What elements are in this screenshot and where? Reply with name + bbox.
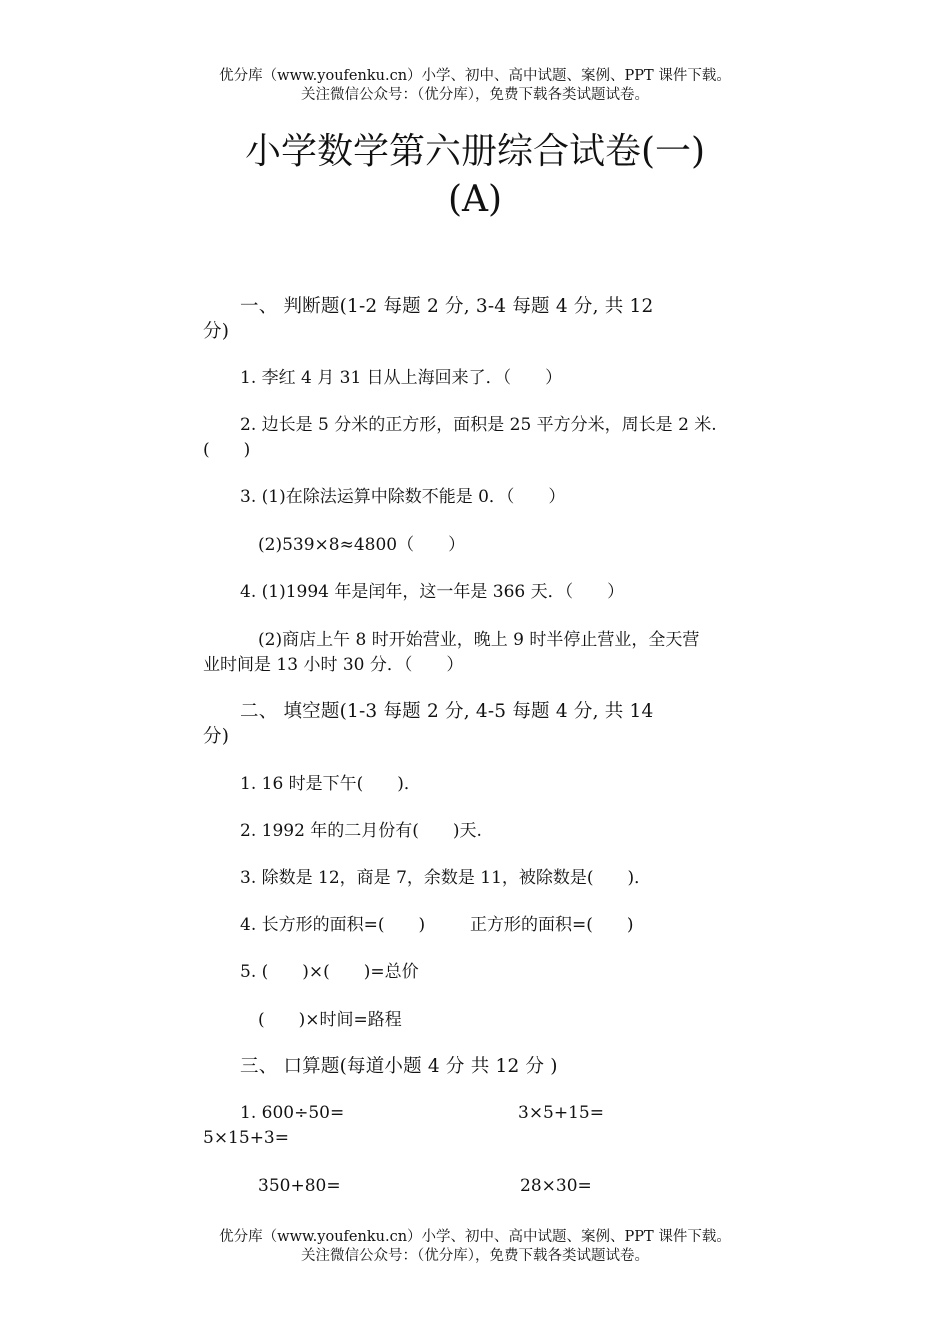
s3-row-1-col-3: 5×15+3= bbox=[203, 1128, 289, 1148]
s1-question-3-1: 3. (1)在除法运算中除数不能是 0．（ ） bbox=[240, 487, 566, 507]
s3-row-2-col-2: 28×30= bbox=[520, 1176, 592, 1196]
s1-question-2-cont: ( ) bbox=[203, 440, 251, 460]
section-3-heading: 三、 口算题(每道小题 4 分 共 12 分 ) bbox=[240, 1056, 558, 1077]
s1-question-2: 2. 边长是 5 分米的正方形，面积是 25 平方分米，周长是 2 米. bbox=[240, 415, 717, 435]
s2-question-4a: 4. 长方形的面积=( ) bbox=[240, 915, 426, 935]
page-subtitle: (A) bbox=[447, 179, 503, 220]
s1-question-4-1: 4. (1)1994 年是闰年，这一年是 366 天．（ ） bbox=[240, 582, 625, 602]
s1-question-3-2: (2)539×8≈4800（ ） bbox=[258, 535, 466, 555]
footer-line-2: 关注微信公众号：（优分库），免费下载各类试题试卷。 bbox=[301, 1248, 649, 1264]
s3-row-2-col-1: 350+80= bbox=[258, 1176, 341, 1196]
footer-line-1: 优分库（www.youfenku.cn）小学、初中、高中试题、案例、PPT 课件下载。 bbox=[219, 1229, 731, 1245]
s3-row-1-col-2: 3×5+15= bbox=[518, 1103, 604, 1123]
header-line-2: 关注微信公众号：（优分库），免费下载各类试题试卷。 bbox=[301, 87, 649, 103]
s1-question-4-2: (2)商店上午 8 时开始营业，晚上 9 时半停止营业，全天营 bbox=[258, 630, 700, 650]
s2-question-3: 3. 除数是 12，商是 7，余数是 11，被除数是( )． bbox=[240, 868, 652, 888]
s1-question-4-2-cont: 业时间是 13 小时 30 分．（ ） bbox=[203, 655, 464, 675]
s2-question-1: 1. 16 时是下午( )． bbox=[240, 774, 421, 794]
s1-question-1: 1. 李红 4 月 31 日从上海回来了．（ ） bbox=[240, 368, 563, 388]
section-1-heading: 一、 判断题(1-2 每题 2 分, 3-4 每题 4 分, 共 12 bbox=[240, 296, 654, 317]
header-line-1: 优分库（www.youfenku.cn）小学、初中、高中试题、案例、PPT 课件下载。 bbox=[219, 68, 731, 84]
section-1-heading-cont: 分) bbox=[203, 321, 230, 342]
s2-question-5a: 5. ( )×( )=总价 bbox=[240, 962, 419, 982]
page-title: 小学数学第六册综合试卷(一) bbox=[244, 131, 706, 172]
s2-question-4b: 正方形的面积=( ) bbox=[470, 915, 634, 935]
section-2-heading-cont: 分) bbox=[203, 726, 230, 747]
s2-question-2: 2. 1992 年的二月份有( )天. bbox=[240, 821, 482, 841]
s2-question-5b: ( )×时间=路程 bbox=[258, 1010, 402, 1030]
section-2-heading: 二、 填空题(1-3 每题 2 分, 4-5 每题 4 分, 共 14 bbox=[240, 701, 654, 722]
s3-row-1-col-1: 1. 600÷50= bbox=[240, 1103, 345, 1123]
